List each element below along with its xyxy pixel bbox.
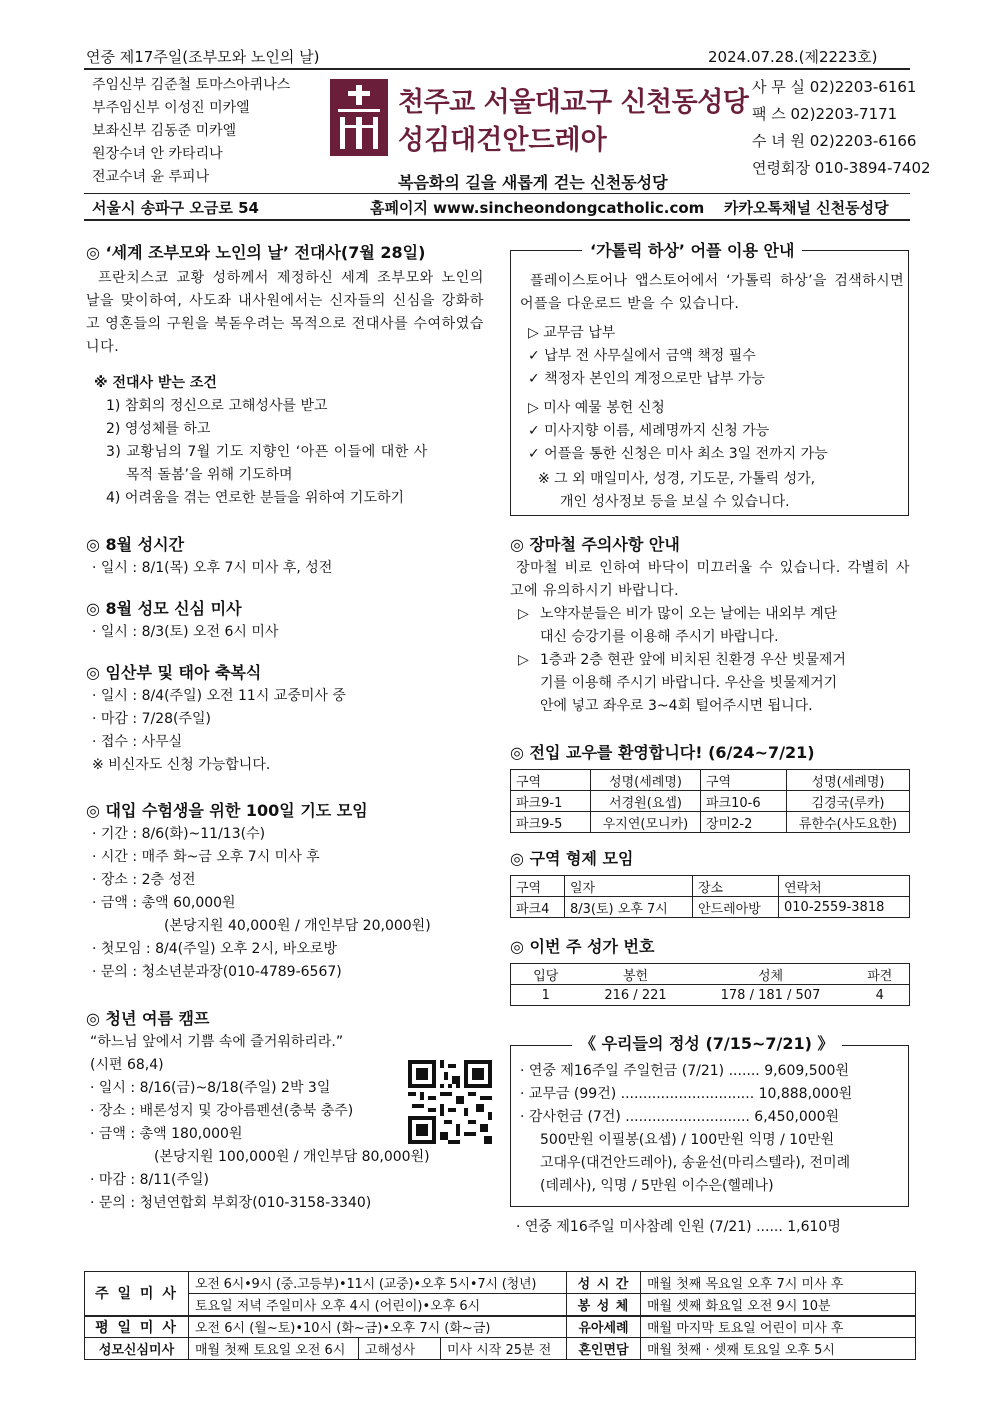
hymn-recessional: 4: [851, 985, 910, 1006]
confession-label: 고해성사: [359, 1338, 441, 1360]
section-title: ◎ 장마철 주의사항 안내: [510, 535, 680, 554]
rainy-item-line: 안에 넣고 좌우로 3~4회 털어주시면 됩니다.: [540, 698, 813, 714]
sunday-mass-times: 오전 6시•9시 (중.고등부)•11시 (교중)•오후 5시•7시 (청년): [189, 1272, 567, 1294]
mass-schedule-table: [84, 1271, 916, 1360]
marian-mass-label: 성모신심미사: [85, 1338, 189, 1360]
parish-address: 서울시 송파구 오금로 54: [92, 199, 259, 217]
section-title: ◎ 8월 성시간: [86, 535, 185, 554]
infant-baptism-time: 매월 마지막 토요일 어린이 미사 후: [641, 1316, 916, 1338]
condition-item: 목적 돌봄’을 위해 기도하며: [126, 467, 293, 483]
app-guide-item: ▷ 교무금 납부: [528, 325, 616, 341]
table-row: [85, 1272, 916, 1294]
offering-donors: 고대우(대건안드레아), 송윤선(마리스텔라), 전미례: [540, 1155, 851, 1171]
table-header: 성체: [691, 964, 851, 985]
infant-baptism-label: 유아세례: [567, 1316, 641, 1338]
offering-content: [520, 1060, 904, 1198]
detail-item: · 일시 : 8/16(금)~8/18(주일) 2박 3일: [90, 1080, 331, 1096]
staff-head-sister: 원장수녀 안 카타리나: [92, 146, 223, 162]
parish-patron: 성김대건안드레아: [398, 125, 607, 156]
staff-pastor: 주임신부 김준철 토마스아퀴나스: [92, 77, 291, 93]
hymn-table: [510, 963, 910, 1006]
condition-item: 3) 교황님의 7월 기도 지향인 ‘아픈 이들에 대한 사: [106, 444, 428, 460]
divider: [84, 193, 910, 194]
offering-donors: (데레사), 익명 / 5만원 이수은(헬레나): [540, 1178, 774, 1194]
app-guide-note: 개인 성사정보 등을 보실 수 있습니다.: [560, 494, 790, 510]
hymn-communion: 178 / 181 / 507: [691, 985, 851, 1006]
offering-dues: · 교무금 (99건) .............................. 10,888,000원: [520, 1086, 853, 1102]
sick-communion-time: 매월 셋째 화요일 오전 9시 10분: [641, 1294, 916, 1316]
table-header: 구역: [511, 770, 591, 791]
app-guide-content: [520, 270, 904, 514]
table-cell: 류한수(사도요한): [787, 812, 910, 833]
rainy-item-line: 노약자분들은 비가 많이 오는 날에는 내외부 계단: [540, 606, 838, 622]
marian-mass-time: 매월 첫째 토요일 오전 6시: [189, 1338, 359, 1360]
rainy-item-line: 대신 승강기를 이용해 주시기 바랍니다.: [540, 629, 779, 645]
hymn-numbers-section: [510, 934, 910, 1006]
district-meeting-section: [510, 846, 910, 918]
staff-mission-sister: 전교수녀 윤 루피나: [92, 169, 210, 185]
rainy-season-item: [518, 603, 910, 649]
rainy-item-line: 기를 이용해 주시기 바랍니다. 우산을 빗물제거기: [540, 675, 838, 691]
table-header-row: [511, 876, 910, 897]
detail-item: · 기간 : 8/6(화)~11/13(수): [92, 826, 266, 842]
staff-assistant-pastor: 부주임신부 이성진 미카엘: [92, 100, 250, 116]
rainy-season-body: 장마철 비로 인하여 바닥이 미끄러울 수 있습니다. 각별히 사고에 유의하시기 바랍니다.: [510, 560, 910, 599]
contact-convent: 수 녀 원 02)2203-6166: [752, 132, 917, 150]
condition-item: 2) 영성체를 하고: [106, 421, 211, 437]
adoration-date: · 일시 : 8/1(목) 오후 7시 미사 후, 성전: [92, 560, 333, 576]
hymn-entrance: 1: [511, 985, 581, 1006]
detail-item: · 금액 : 총액 60,000원: [92, 895, 236, 911]
app-guide-item: ✓ 납부 전 사무실에서 금액 책정 필수: [528, 348, 756, 364]
exam-prayer-section: [86, 798, 484, 984]
indulgence-body: 프란치스코 교황 성하께서 제정하신 세계 조부모와 노인의 날을 맞이하여, 사도좌 내사원에서는 신자들의 신심을 강화하고 영혼들의 구원을 북돋우려는 목적으로 전대사를 수여하였습니다.: [86, 270, 484, 355]
sunday-mass-label: 주 일 미 사: [85, 1272, 189, 1316]
saturday-vigil-times: 토요일 저녁 주일미사 오후 4시 (어린이)•오후 6시: [189, 1294, 567, 1316]
contact-office: 사 무 실 02)2203-6161: [752, 78, 917, 96]
indulgence-conditions: [86, 395, 484, 510]
marriage-interview-time: 매월 첫째 · 셋째 토요일 오후 5시: [641, 1338, 916, 1360]
table-header: 파견: [851, 964, 910, 985]
mary-mass-date: · 일시 : 8/3(토) 오전 6시 미사: [92, 624, 279, 640]
table-header: 성명(세례명): [787, 770, 910, 791]
table-row: [511, 897, 910, 918]
parish-slogan: 복음화의 길을 새롭게 걷는 신천동성당: [398, 173, 668, 192]
detail-item: · 마감 : 8/11(주일): [90, 1172, 209, 1188]
detail-item: · 첫모임 : 8/4(주일) 오후 2시, 바오로방: [92, 941, 337, 957]
rainy-season-section: [510, 532, 910, 718]
table-header: 입당: [511, 964, 581, 985]
table-header: 봉헌: [581, 964, 691, 985]
triangle-bullet-icon: ▷: [518, 606, 529, 622]
parish-homepage: 홈페이지 www.sincheondongcatholic.com: [370, 199, 705, 217]
offering-sunday: · 연중 제16주일 주일헌금 (7/21) ....... 9,609,500원: [520, 1063, 849, 1079]
table-cell: 파크9-1: [511, 791, 591, 812]
table-row: [511, 812, 910, 833]
parish-title: 천주교 서울대교구 신천동성당: [398, 87, 749, 118]
detail-item: · 장소 : 2층 성전: [92, 872, 196, 888]
condition-item: 4) 어려움을 겪는 연로한 분들을 위하여 기도하기: [106, 490, 405, 506]
pregnancy-blessing-section: [86, 660, 484, 777]
app-guide-intro: 플레이스토어나 앱스토어에서 ‘가톨릭 하상’을 검색하시면 어플을 다운로드 받을 수 있습니다.: [520, 273, 904, 312]
newcomers-table: [510, 769, 910, 833]
divider: [84, 219, 910, 221]
table-header: 구역: [701, 770, 787, 791]
detail-item: · 마감 : 7/28(주일): [92, 711, 211, 727]
app-guide-item: ▷ 미사 예물 봉헌 신청: [528, 400, 665, 416]
hymn-offertory: 216 / 221: [581, 985, 691, 1006]
table-cell: 파크4: [511, 897, 565, 918]
section-title: ◎ 전입 교우를 환영합니다! (6/24~7/21): [510, 743, 815, 762]
contact-list: [752, 74, 931, 182]
newcomers-section: [510, 740, 910, 833]
rainy-item-line: 1층과 2층 현관 앞에 비치된 친환경 우산 빗물제거: [540, 652, 846, 668]
app-guide-item: ✓ 미사지향 이름, 세례명까지 신청 가능: [528, 423, 770, 439]
camp-quote-ref: (시편 68,4): [90, 1057, 164, 1073]
issue-date: 2024.07.28.(제2223호): [708, 48, 878, 66]
table-cell: 안드레아방: [693, 897, 779, 918]
table-cell: 8/3(토) 오후 7시: [565, 897, 693, 918]
app-guide-note: ※ 그 외 매일미사, 성경, 기도문, 가톨릭 성가,: [538, 471, 816, 487]
weekday-mass-times: 오전 6시 (월~토)•10시 (화~금)•오후 7시 (화~금): [189, 1316, 567, 1338]
adoration-section: [86, 532, 484, 580]
section-title: ◎ ‘세계 조부모와 노인의 날’ 전대사(7월 28일): [86, 243, 426, 262]
holy-hour-time: 매월 첫째 목요일 오후 7시 미사 후: [641, 1272, 916, 1294]
condition-item: 1) 참회의 정신으로 고해성사를 받고: [106, 398, 328, 414]
issue-subtitle: 연중 제17주일(조부모와 노인의 날): [86, 48, 320, 66]
section-title: ◎ 대입 수험생을 위한 100일 기도 모임: [86, 801, 368, 820]
detail-item: · 일시 : 8/4(주일) 오전 11시 교중미사 중: [92, 688, 346, 704]
staff-list: [92, 74, 290, 189]
table-cell: 장미2-2: [701, 812, 787, 833]
section-title: ◎ 구역 형제 모임: [510, 849, 634, 868]
staff-associate-pastor: 보좌신부 김동준 미카엘: [92, 123, 237, 139]
sick-communion-label: 봉 성 체: [567, 1294, 641, 1316]
detail-item: · 시간 : 매주 화~금 오후 7시 미사 후: [92, 849, 320, 865]
table-row: [85, 1294, 916, 1316]
kakao-channel: 카카오톡채널 신천동성당: [724, 199, 889, 217]
table-header: 연락처: [779, 876, 910, 897]
table-cell: 우지연(모니카): [591, 812, 701, 833]
indulgence-section: [86, 240, 484, 510]
table-row: [511, 985, 910, 1006]
parish-logo: [330, 79, 388, 156]
section-title: ◎ 청년 여름 캠프: [86, 1009, 210, 1028]
detail-item: · 장소 : 배론성지 및 강아름펜션(충북 충주): [90, 1103, 354, 1119]
table-header: 일자: [565, 876, 693, 897]
confession-time: 미사 시작 25분 전: [441, 1338, 567, 1360]
mary-mass-section: [86, 596, 484, 644]
camp-quote: “하느님 앞에서 기쁨 속에 즐거워하리라.”: [90, 1034, 344, 1050]
mass-attendance: · 연중 제16주일 미사참례 인원 (7/21) ...... 1,610명: [516, 1219, 841, 1235]
contact-fax: 팩 스 02)2203-7171: [752, 105, 898, 123]
holy-hour-label: 성 시 간: [567, 1272, 641, 1294]
district-table: [510, 875, 910, 918]
detail-item: · 문의 : 청소년분과장(010-4789-6567): [92, 964, 342, 980]
offering-title: 《 우리들의 정성 (7/15~7/21) 》: [572, 1031, 842, 1054]
offering-donors: 500만원 이필봉(요셉) / 100만원 익명 / 10만원: [540, 1132, 835, 1148]
detail-item: · 접수 : 사무실: [92, 734, 183, 750]
divider: [84, 68, 910, 70]
table-header: 장소: [693, 876, 779, 897]
table-row: [85, 1316, 916, 1338]
section-title: ◎ 이번 주 성가 번호: [510, 937, 655, 956]
table-header-row: [511, 964, 910, 985]
table-header-row: [511, 770, 910, 791]
triangle-bullet-icon: ▷: [518, 652, 529, 668]
contact-funeral: 연령회장 010-3894-7402: [752, 159, 931, 177]
table-cell: 파크10-6: [701, 791, 787, 812]
table-cell: 010-2559-3818: [779, 897, 910, 918]
qr-code[interactable]: [408, 1060, 492, 1144]
table-cell: 파크9-5: [511, 812, 591, 833]
detail-item: (본당지원 100,000원 / 개인부담 80,000원): [154, 1149, 430, 1165]
section-title: ◎ 임산부 및 태아 축복식: [86, 663, 262, 682]
app-guide-title: ‘가톨릭 하상’ 어플 이용 안내: [582, 238, 802, 261]
app-guide-item: ✓ 어플을 통한 신청은 미사 최소 3일 전까지 가능: [528, 446, 828, 462]
weekday-mass-label: 평 일 미 사: [85, 1316, 189, 1338]
table-cell: 서경원(요셉): [591, 791, 701, 812]
detail-item: · 문의 : 청년연합회 부회장(010-3158-3340): [90, 1195, 372, 1211]
table-row: [511, 791, 910, 812]
table-header: 성명(세례명): [591, 770, 701, 791]
detail-note: ※ 비신자도 신청 가능합니다.: [92, 757, 271, 773]
offering-thanksgiving: · 감사헌금 (7건) ............................ 6,450,000원: [520, 1109, 840, 1125]
table-header: 구역: [511, 876, 565, 897]
table-row: [85, 1338, 916, 1360]
indulgence-conditions-title: ※ 전대사 받는 조건: [94, 375, 217, 391]
marriage-interview-label: 혼인면담: [567, 1338, 641, 1360]
table-cell: 김경국(루카): [787, 791, 910, 812]
app-guide-item: ✓ 책정자 본인의 계정으로만 납부 가능: [528, 371, 765, 387]
rainy-season-item: [518, 649, 910, 718]
detail-item: · 금액 : 총액 180,000원: [90, 1126, 243, 1142]
section-title: ◎ 8월 성모 신심 미사: [86, 599, 242, 618]
detail-item: (본당지원 40,000원 / 개인부담 20,000원): [164, 918, 431, 934]
